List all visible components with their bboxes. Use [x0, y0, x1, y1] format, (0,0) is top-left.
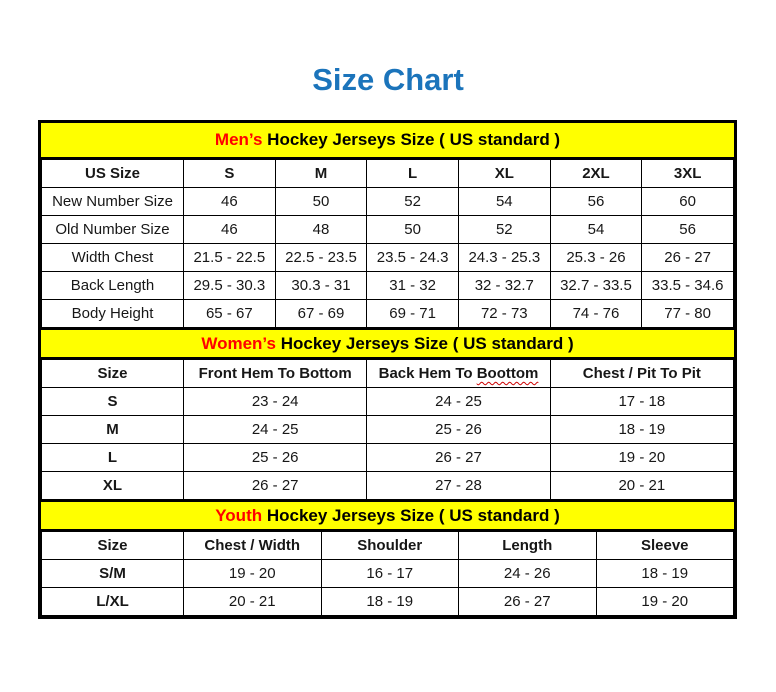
size-cell: 31 - 32 [367, 272, 459, 300]
size-cell: 74 - 76 [550, 300, 642, 328]
section-heading-highlight: Women’s [201, 333, 276, 353]
column-header: M [275, 160, 367, 188]
size-cell: 52 [367, 188, 459, 216]
header-row [42, 532, 734, 560]
header-row [42, 360, 734, 388]
size-cell: 52 [458, 216, 550, 244]
table-row [42, 588, 734, 616]
size-cell: 23 - 24 [184, 388, 367, 416]
row-label: L/XL [42, 588, 184, 616]
row-label: Back Length [42, 272, 184, 300]
size-cell: 33.5 - 34.6 [642, 272, 734, 300]
size-cell: 16 - 17 [321, 560, 459, 588]
table-row [42, 216, 734, 244]
section-heading-highlight: Men’s [214, 130, 263, 149]
size-cell: 60 [642, 188, 734, 216]
column-header: L [367, 160, 459, 188]
row-label: S/M [42, 560, 184, 588]
row-label: M [42, 416, 184, 444]
column-header: Size [42, 360, 184, 388]
column-header: 3XL [642, 160, 734, 188]
table-row [42, 560, 734, 588]
page-title: Size Chart [312, 62, 464, 97]
row-label: XL [42, 472, 184, 500]
size-table-womens [41, 359, 734, 500]
header-row [42, 160, 734, 188]
table-row [42, 188, 734, 216]
size-cell: 56 [642, 216, 734, 244]
size-cell: 46 [184, 188, 276, 216]
column-header: Chest / Width [184, 532, 322, 560]
size-cell: 19 - 20 [550, 444, 733, 472]
size-table-youth [41, 531, 734, 616]
column-header: Sleeve [596, 532, 734, 560]
size-cell: 54 [458, 188, 550, 216]
size-cell: 20 - 21 [184, 588, 322, 616]
column-header: Length [459, 532, 597, 560]
row-label: S [42, 388, 184, 416]
size-cell: 24.3 - 25.3 [458, 244, 550, 272]
size-cell: 69 - 71 [367, 300, 459, 328]
size-cell: 19 - 20 [596, 588, 734, 616]
size-cell: 26 - 27 [459, 588, 597, 616]
size-cell: 29.5 - 30.3 [184, 272, 276, 300]
section-heading-text: Hockey Jerseys Size ( US standard ) [262, 130, 561, 149]
size-cell: 25 - 26 [184, 444, 367, 472]
section-heading-youth [41, 500, 734, 531]
size-cell: 25.3 - 26 [550, 244, 642, 272]
column-header: Size [42, 532, 184, 560]
size-cell: 46 [184, 216, 276, 244]
column-header: Shoulder [321, 532, 459, 560]
size-cell: 32.7 - 33.5 [550, 272, 642, 300]
table-row [42, 244, 734, 272]
size-cell: 21.5 - 22.5 [184, 244, 276, 272]
column-header-text: Back Hem To [378, 365, 477, 382]
column-header: US Size [42, 160, 184, 188]
column-header: 2XL [550, 160, 642, 188]
section-youth [41, 500, 734, 616]
size-cell: 48 [275, 216, 367, 244]
size-cell: 72 - 73 [458, 300, 550, 328]
size-chart [38, 120, 737, 619]
size-cell: 24 - 26 [459, 560, 597, 588]
column-header: Front Hem To Bottom [184, 360, 367, 388]
size-cell: 23.5 - 24.3 [367, 244, 459, 272]
size-cell: 32 - 32.7 [458, 272, 550, 300]
size-cell: 26 - 27 [184, 472, 367, 500]
size-cell: 18 - 19 [550, 416, 733, 444]
row-label: Old Number Size [42, 216, 184, 244]
size-cell: 18 - 19 [321, 588, 459, 616]
size-cell: 30.3 - 31 [275, 272, 367, 300]
section-heading-text: Hockey Jerseys Size ( US standard ) [262, 505, 560, 525]
column-header: XL [458, 160, 550, 188]
size-cell: 65 - 67 [184, 300, 276, 328]
size-cell: 24 - 25 [367, 388, 550, 416]
misspelled-word-squiggle: Boottom [476, 365, 539, 382]
section-womens [41, 328, 734, 500]
row-label: Body Height [42, 300, 184, 328]
table-row [42, 444, 734, 472]
size-cell: 22.5 - 23.5 [275, 244, 367, 272]
size-cell: 17 - 18 [550, 388, 733, 416]
row-label: L [42, 444, 184, 472]
size-cell: 67 - 69 [275, 300, 367, 328]
section-heading-womens [41, 328, 734, 359]
size-cell: 50 [367, 216, 459, 244]
column-header: S [184, 160, 276, 188]
size-cell: 25 - 26 [367, 416, 550, 444]
size-cell: 26 - 27 [642, 244, 734, 272]
size-cell: 56 [550, 188, 642, 216]
column-header: Chest / Pit To Pit [550, 360, 733, 388]
row-label: Width Chest [42, 244, 184, 272]
table-row [42, 272, 734, 300]
size-cell: 54 [550, 216, 642, 244]
section-heading-text: Hockey Jerseys Size ( US standard ) [275, 333, 574, 353]
size-cell: 27 - 28 [367, 472, 550, 500]
table-row [42, 416, 734, 444]
size-cell: 26 - 27 [367, 444, 550, 472]
table-row [42, 388, 734, 416]
size-cell: 24 - 25 [184, 416, 367, 444]
table-row [42, 472, 734, 500]
table-row [42, 300, 734, 328]
section-heading-highlight: Youth [215, 505, 263, 525]
size-cell: 19 - 20 [184, 560, 322, 588]
row-label: New Number Size [42, 188, 184, 216]
section-heading-mens [41, 123, 734, 159]
size-cell: 77 - 80 [642, 300, 734, 328]
size-cell: 50 [275, 188, 367, 216]
column-header [367, 360, 550, 388]
section-mens [41, 123, 734, 328]
size-table-mens [41, 159, 734, 328]
size-cell: 20 - 21 [550, 472, 733, 500]
size-cell: 18 - 19 [596, 560, 734, 588]
